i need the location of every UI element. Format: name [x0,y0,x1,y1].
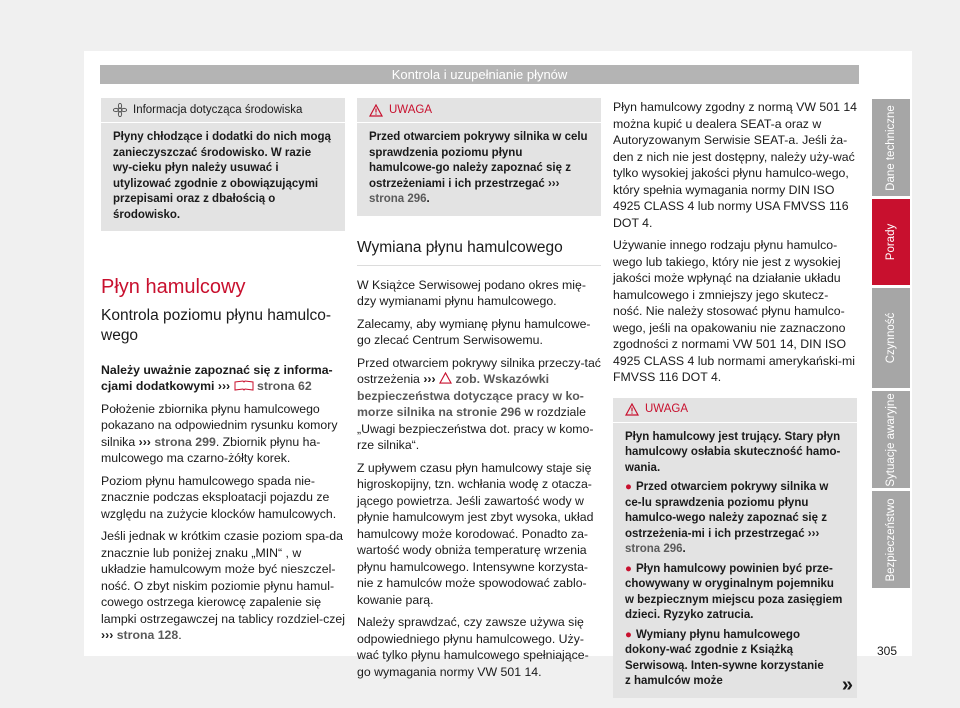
bullet-3-text: Wymiany płynu hamulcowego dokony-wać zgodnie z Książką Serwisową. Inten-sywne korzystanie z hamulców może [625,628,824,687]
environment-info-box [101,98,345,231]
paragraph-dealer: Płyn hamulcowy zgodny z normą VW 501 14 można kupić u dealera SEAT-a oraz w Autoryzowanym Serwisie SEAT-a. Jeśli ża-den z nich nie jest dostępny, należy uży-wać tylko wysokiej jakości płynu hamulco-wego, który spełnia wymagania normy DIN ISO 4925 CLASS 4 lub normy USA FMVSS 116 DOT 4. [613,100,858,230]
warning-1-link[interactable]: strona 296 [369,193,427,205]
chevron-icon: ››› [807,527,820,540]
continue-arrow-icon: » [841,674,853,696]
tab-label: Bezpieczeństwo [885,497,897,582]
chevron-icon: ››› [547,177,560,190]
section-title: Płyn hamulcowy [101,276,246,298]
warning-1-end: . [426,193,430,205]
page-number: 305 [877,644,898,658]
warning-triangle-icon [625,403,639,416]
environment-box-text: Płyny chłodzące i dodatki do nich mogą zanieczyszczać środowisko. W razie wy-cieku płyn należy usuwać i utylizować zgodnie z obowiązującymi przepisami oraz z dbałością o środowisko. [113,131,331,221]
paragraph-correct-fluid: Należy sprawdzać, czy zawsze używa się odpowiedniego płynu hamulcowego. Uży-wać tylko płynu hamulcowego spełniające-go wymagania normy VW 501 14. [357,615,589,679]
tab-czynnosc[interactable] [872,288,910,388]
warning-box-2-title: UWAGA [645,403,689,416]
chevron-icon: ››› [138,434,151,449]
tab-dane-techniczne[interactable] [872,99,910,196]
tab-label: Dane techniczne [885,104,897,191]
paragraph-service: Zalecamy, aby wymianę płynu hamulcowe-go zlecać Centrum Serwisowemu. [357,316,591,347]
paragraph-min-level [101,528,345,644]
intro-paragraph [101,362,345,395]
column-2 [357,98,601,686]
reservoir-text-end: . Zbiornik płynu ha-mulcowego ma czarno-żółty korek. [101,434,321,465]
chevron-icon: ››› [423,372,436,386]
warning-box-1 [357,98,601,216]
warning-2-bullet-2 [625,562,845,624]
tab-label: Sytuacje awaryjne [885,392,897,487]
chevron-icon: ››› [217,379,231,393]
book-icon [234,380,254,391]
page-header: Kontrola i uzupełnianie płynów [100,65,859,84]
chevron-icon: ››› [101,628,114,642]
paragraph-hygroscopic: Z upływem czasu płyn hamulcowy staje się higroskopijny, tzn. wchłania wodę z otacza-jącego powietrza. Jeśli zawartość wody w płynie hamulcowym jest zbyt wysoka, układ hamulcowy może korodować. Ponadto za-wartość wody obniża temperaturę wrzenia płynu hamulcowego. Intensywne korzysta-nie z hamulców może spowodować zablo-kowanie parą. [357,460,594,607]
warnings-end: w rozdziale „Uwagi bezpieczeństwa dot. pracy w komo-rze silnika“. [357,405,594,452]
warning-box-1-title: UWAGA [389,103,433,116]
min-level-text: Jeśli jednak w krótkim czasie poziom spa-da znacznie lub poniżej znaku „MIN“ , w układzie hamulcowym może być nieszczel-ność. O zbyt niskim poziomie płynu hamul-cowego ostrzega kierowcę zapalenie się lampki ostrzegawczej na tablicy rozdziel-czej [101,529,345,626]
bullet-1-text: Przed otwarciem pokrywy silnika w ce-lu sprawdzenia poziomu płynu hamulco-wego należy zapoznać się z ostrzeżenia-mi i ich przestrzegać [625,481,829,540]
paragraph-level: Poziom płynu hamulcowego spada nie-znacznie podczas eksploatacji pojazdu ze względu na zużycie klocków hamulcowych. [101,473,337,521]
warning-triangle-icon [439,372,452,384]
bullet-2-text: Płyn hamulcowy powinien być prze-chowywany w oryginalnym pojemniku w bezpiecznym miejscu poza zasięgiem dzieci. Ryzyko zatrucia. [625,562,843,621]
paragraph-warnings [357,355,601,454]
safety-link[interactable]: zob. Wskazówki bezpieczeństwa dotyczące pracy w ko-morze silnika na stronie 296 [357,372,584,419]
paragraph-other-fluid: Używanie innego rodzaju płynu hamulco-wego lub takiego, który nie jest z wysokiej jakości może wpłynąć na działanie układu hamulcowego i zmniejszy jego skutecz-ność. Nie należy stosować płynu hamulco-wego, jeśli na opakowaniu nie zaznaczono zgodności z normami VW 501 14, DIN ISO 4925 CLASS 4 lub normami amerykański-mi FMVSS 116 DOT 4. [613,238,855,384]
paragraph-interval: W Książce Serwisowej podano okres mię-dzy wymianami płynu hamulcowego. [357,277,586,308]
min-level-end: . [178,628,182,642]
column-3 [613,99,857,698]
intro-text: Należy uważnie zapoznać się z informa-cjami dodatkowymi [101,362,333,393]
warning-2-intro: Płyn hamulcowy jest trujący. Stary płyn hamulcowy osłabia skuteczność hamo-wania. [625,430,841,474]
warning-box-2 [613,398,857,698]
leaf-icon [113,103,127,117]
bullet-icon: ● [625,481,632,493]
warning-box-1-header [357,98,601,123]
brake-fluid-change-heading: Wymiana płynu hamulcowego [357,238,563,256]
intro-link[interactable]: strona 62 [257,379,312,393]
warning-1-text: Przed otwarciem pokrywy silnika w celu sprawdzenia poziomu płynu hamulcowe-go należy zapoznać się z ostrzeżeniami i ich przestrzegać [369,131,588,190]
tab-label: Porady [885,223,897,261]
tab-sytuacje-awaryjne[interactable] [872,391,910,488]
warnings-text: Przed otwarciem pokrywy silnika przeczy-tać ostrzeżenia [357,355,601,386]
bullet-icon: ● [625,628,632,641]
environment-box-header [101,98,345,123]
reservoir-text: Położenie zbiornika płynu hamulcowego pokazano na odpowiednim rysunku komory silnika [101,401,338,449]
tab-bezpieczenstwo[interactable] [872,491,910,588]
environment-box-title: Informacja dotycząca środowiska [133,103,303,116]
tab-label: Czynność [885,312,897,364]
warning-box-2-header [613,398,857,423]
warning-lamp-link[interactable]: strona 128 [116,628,179,642]
section-subtitle: Kontrola poziomu płynu hamulco-wego [101,306,332,344]
paragraph-reservoir [101,401,345,467]
warning-box-1-text [357,123,601,216]
warning-box-2-body [613,423,857,698]
bullet-1-link[interactable]: strona 296 [625,543,683,555]
tab-porady[interactable] [872,199,910,285]
warning-triangle-icon [369,104,383,117]
bullet-icon: ● [625,562,632,575]
reservoir-link[interactable]: strona 299 [154,434,216,449]
warning-2-bullet-3 [625,628,845,690]
column-1 [101,98,345,650]
warning-2-bullet-1: ● Przed otwarciem pokrywy silnika w ce-lu sprawdzenia poziomu płynu hamulco-wego należy zapoznać się z ostrzeżenia-mi i ich przestrzegać ››› strona 296. [625,481,829,555]
